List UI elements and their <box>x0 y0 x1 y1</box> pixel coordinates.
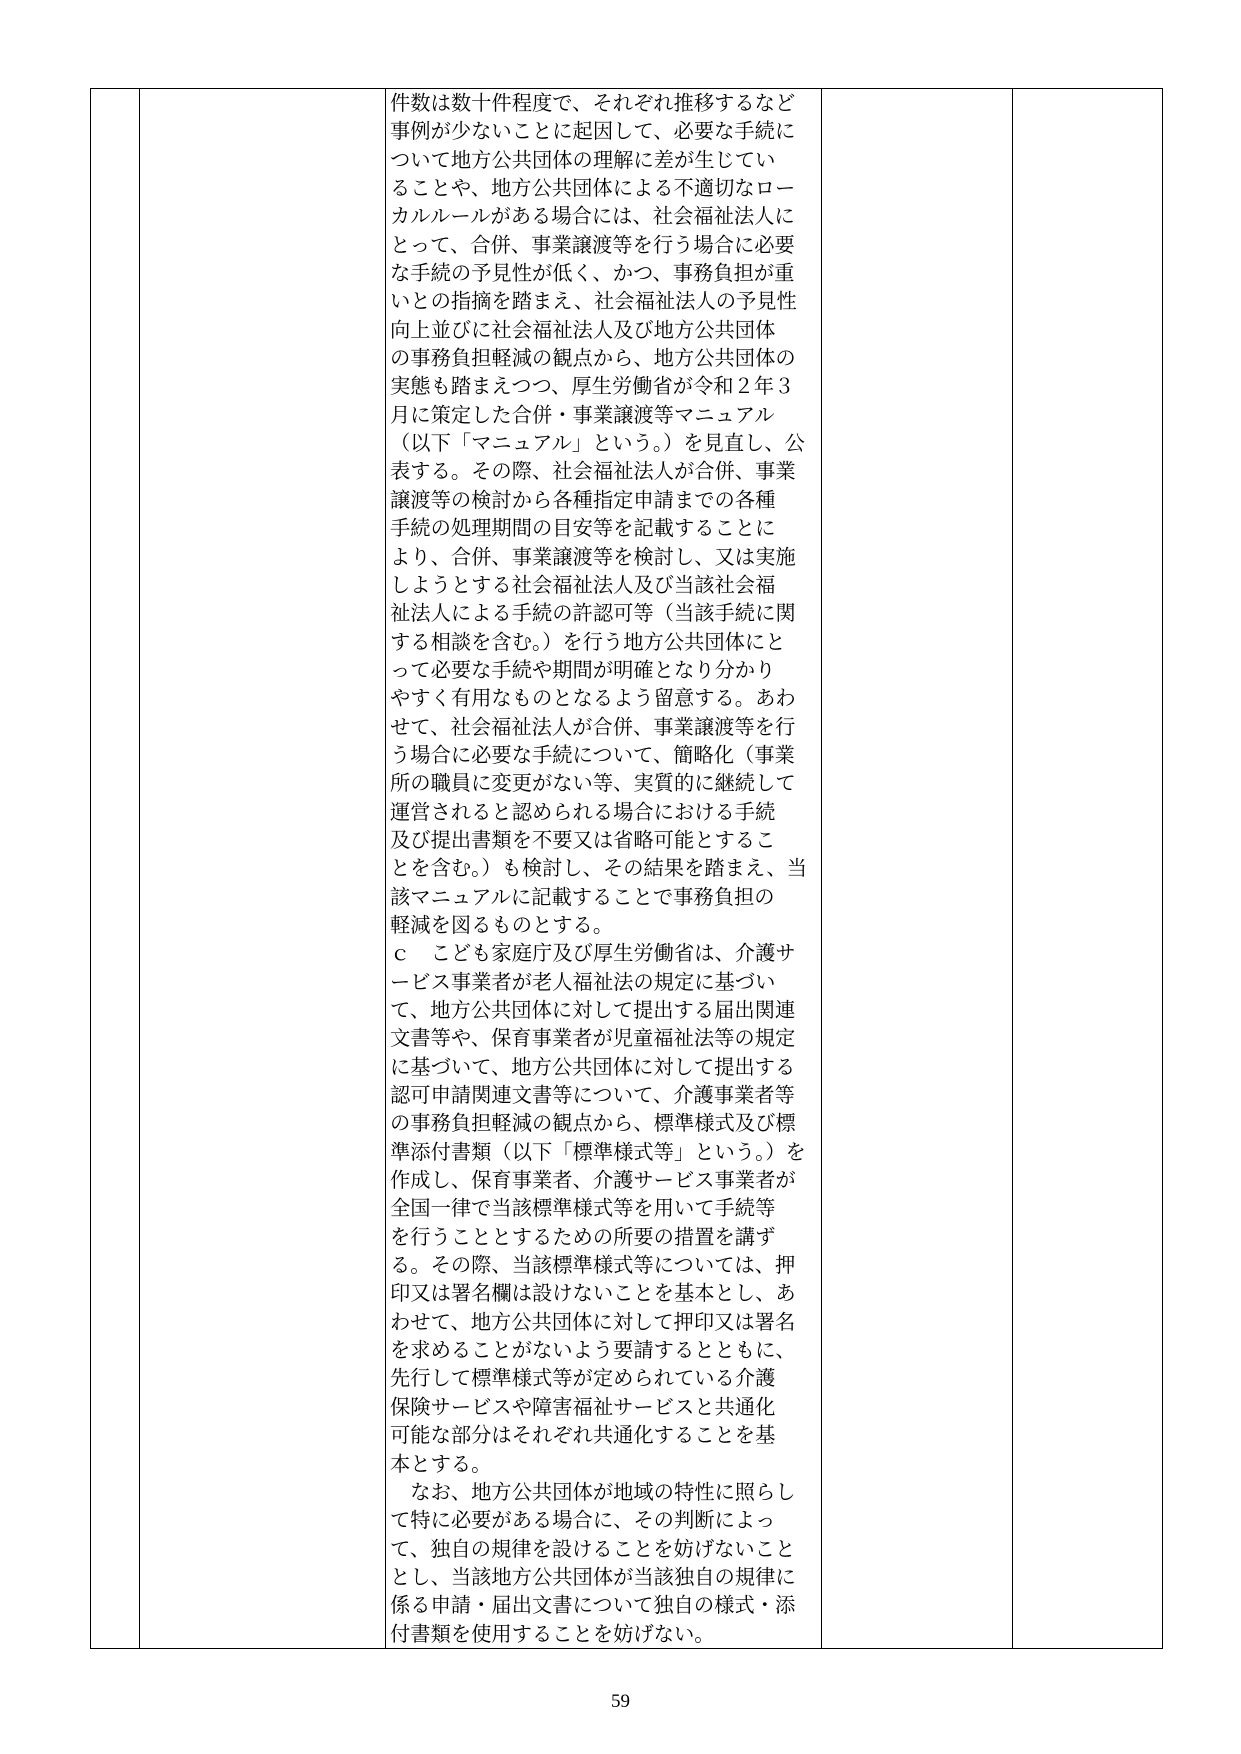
text-line: る。その際、当該標準様式等については、押 <box>390 1253 796 1278</box>
table-cell-item <box>140 89 386 1649</box>
text-line: とを含む。）も検討し、その結果を踏まえ、当 <box>390 856 807 881</box>
text-line: より、合併、事業譲渡等を検討し、又は実施 <box>390 544 796 569</box>
text-line: の事務負担軽減の観点から、標準様式及び標 <box>390 1111 796 1136</box>
text-line: 向上並びに社会福祉法人及び地方公共団体 <box>390 317 776 342</box>
text-line: 軽減を図るものとする。 <box>390 912 614 937</box>
text-line: て特に必要がある場合に、その判断によっ <box>390 1508 776 1533</box>
text-line: 先行して標準様式等が定められている介護 <box>390 1366 776 1391</box>
table-cell-measure-text <box>386 89 822 1649</box>
table-cell-number <box>91 89 140 1649</box>
text-line: 事例が少ないことに起因して、必要な手続に <box>390 119 796 144</box>
text-line: 印又は署名欄は設けないことを基本とし、あ <box>390 1281 796 1306</box>
text-line: に基づいて、地方公共団体に対して提出する <box>390 1054 796 1079</box>
text-line: 該マニュアルに記載することで事務負担の <box>390 884 775 909</box>
text-line: 表する。その際、社会福祉法人が合併、事業 <box>390 459 796 484</box>
text-line: しようとする社会福祉法人及び当該社会福 <box>390 572 776 597</box>
table-cell-ministry <box>1013 89 1163 1649</box>
text-line: って必要な手続や期間が明確となり分かり <box>390 657 776 682</box>
text-line: 全国一律で当該標準様式等を用いて手続等 <box>390 1196 776 1221</box>
text-line: う場合に必要な手続について、簡略化（事業 <box>390 742 795 767</box>
measures-table <box>90 88 1163 1649</box>
text-line: とって、合併、事業譲渡等を行う場合に必要 <box>390 232 795 257</box>
text-line: （以下「マニュアル」という。）を見直し、公 <box>390 431 805 456</box>
text-line: せて、社会福祉法人が合併、事業譲渡等を行 <box>390 714 796 739</box>
text-line: いとの指摘を踏まえ、社会福祉法人の予見性 <box>390 289 797 314</box>
text-line: 月に策定した合併・事業譲渡等マニュアル <box>390 402 775 427</box>
text-line: する相談を含む。）を行う地方公共団体にと <box>390 629 786 654</box>
table-row <box>91 89 1163 1649</box>
text-line: な手続の予見性が低く、かつ、事務負担が重 <box>390 261 795 286</box>
text-line: 実態も踏まえつつ、厚生労働省が令和２年３ <box>390 374 795 399</box>
text-line: て、地方公共団体に対して提出する届出関連 <box>390 998 796 1022</box>
text-line: わせて、地方公共団体に対して押印又は署名 <box>390 1309 796 1334</box>
text-line: 準添付書類（以下「標準様式等」という。）を <box>390 1139 806 1164</box>
text-line: 祉法人による手続の許認可等（当該手続に関 <box>390 601 796 626</box>
text-line: なお、地方公共団体が地域の特性に照らし <box>390 1479 796 1504</box>
text-line: カルルールがある場合には、社会福祉法人に <box>390 204 795 229</box>
text-line: 文書等や、保育事業者が児童福祉法等の規定 <box>390 1026 796 1051</box>
text-line: 譲渡等の検討から各種指定申請までの各種 <box>390 487 776 512</box>
text-line: ついて地方公共団体の理解に差が生じてい <box>390 147 776 172</box>
text-line: 所の職員に変更がない等、実質的に継続して <box>390 771 796 796</box>
text-line: を求めることがないよう要請するとともに、 <box>390 1338 796 1363</box>
text-line: 件数は数十件程度で、それぞれ推移するなど <box>390 91 796 115</box>
text-line: て、独自の規律を設けることを妨げないこと <box>390 1536 796 1561</box>
text-line: 保険サービスや障害福祉サービスと共通化 <box>390 1394 776 1419</box>
measure-text <box>390 89 819 1648</box>
text-line: やすく有用なものとなるよう留意する。あわ <box>390 686 796 711</box>
text-line: を行うこととするための所要の措置を講ず <box>390 1224 776 1249</box>
text-line: 本とする。 <box>390 1451 492 1476</box>
text-line: 手続の処理期間の目安等を記載することに <box>390 516 776 541</box>
text-line: 付書類を使用することを妨げない。 <box>390 1621 715 1646</box>
text-line: ｃ こども家庭庁及び厚生労働省は、介護サ <box>390 941 796 966</box>
text-line: の事務負担軽減の観点から、地方公共団体の <box>390 346 796 371</box>
text-line: 及び提出書類を不要又は省略可能とするこ <box>390 827 776 852</box>
text-line: 可能な部分はそれぞれ共通化することを基 <box>390 1423 776 1448</box>
page-number: 59 <box>611 1691 630 1712</box>
text-line: 運営されると認められる場合における手続 <box>390 799 776 824</box>
text-line: 認可申請関連文書等について、介護事業者等 <box>390 1083 795 1108</box>
text-line: とし、当該地方公共団体が当該独自の規律に <box>390 1564 796 1589</box>
table-cell-deadline <box>822 89 1013 1649</box>
text-line: 作成し、保育事業者、介護サービス事業者が <box>390 1168 796 1193</box>
text-line: ービス事業者が老人福祉法の規定に基づい <box>390 969 776 994</box>
text-line: 係る申請・届出文書について独自の様式・添 <box>390 1593 796 1618</box>
text-line: ることや、地方公共団体による不適切なロー <box>390 176 796 201</box>
